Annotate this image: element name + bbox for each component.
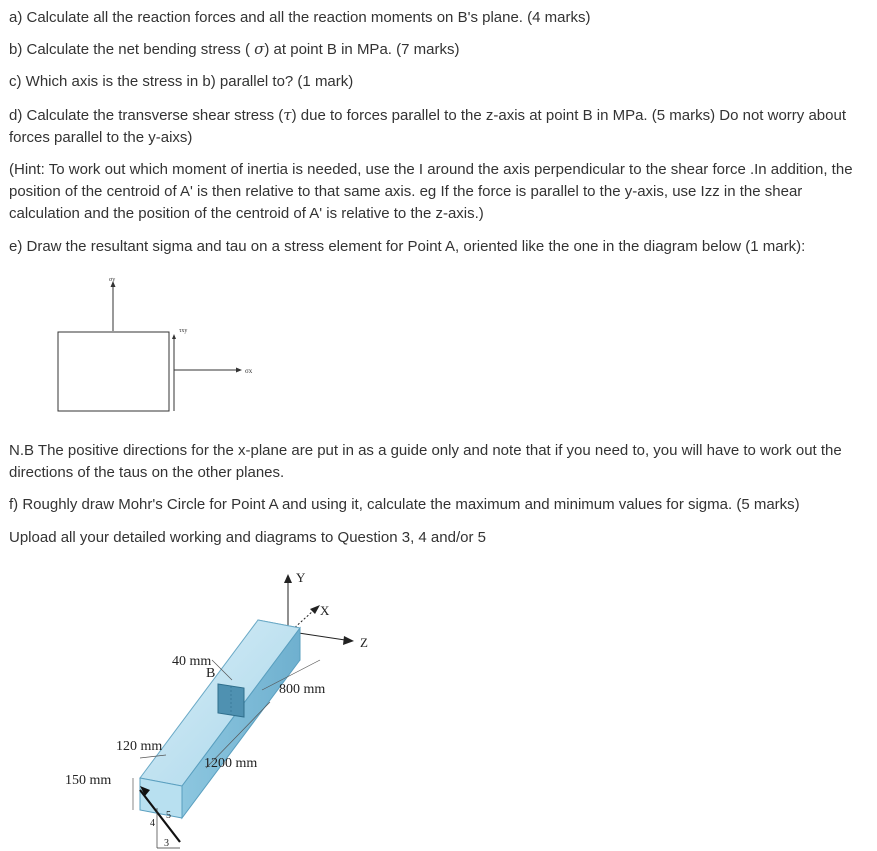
nb-line-1: N.B The positive directions for the x-plane are put in as a guide only and note that if you need to, you will have to work out the xyxy=(9,442,842,459)
stress-element-diagram xyxy=(0,268,877,428)
beam-figure xyxy=(0,560,877,851)
slope-label-4: 4 xyxy=(150,818,155,829)
question-b-text-pre: b) Calculate the net bending stress ( xyxy=(9,41,250,58)
tau-symbol: τ xyxy=(283,106,292,124)
slope-label-5: 5 xyxy=(166,810,171,821)
sigma-symbol: σ xyxy=(254,40,265,58)
hint-line-2: position of the centroid of A' is then relative to that same axis. eg If the force is parallel to the y-axis, use Izz in the shear xyxy=(9,183,803,200)
upload-instruction: Upload all your detailed working and diagrams to Question 3, 4 and/or 5 xyxy=(9,529,486,546)
question-d-text-pre: d) Calculate the transverse shear stress ( xyxy=(9,107,284,124)
dim-800-label: 800 mm xyxy=(279,682,326,697)
dim-120-label: 120 mm xyxy=(116,739,163,754)
sigma-y-label: σy xyxy=(109,277,116,283)
question-f: f) Roughly draw Mohr's Circle for Point A and using it, calculate the maximum and minimum values for sigma. (5 marks) xyxy=(9,496,800,513)
question-d-text-post: ) due to forces parallel to the z-axis at point B in MPa. (5 marks) Do not worry about xyxy=(291,107,847,124)
question-d-line2: forces parallel to the y-aixs) xyxy=(9,129,193,146)
question-b-text-post: ) at point B in MPa. (7 marks) xyxy=(264,41,460,58)
z-axis-arrowhead xyxy=(343,636,354,645)
nb-line-2: directions of the taus on the other planes. xyxy=(9,464,285,481)
question-d xyxy=(9,104,846,149)
hint-line-3: calculation and the position of the centroid of A' is relative to the z-axis.) xyxy=(9,205,484,222)
tau-xy-arrowhead xyxy=(172,334,176,339)
y-axis-label: Y xyxy=(296,570,306,585)
section-b-face xyxy=(218,684,244,717)
dim-150-label: 150 mm xyxy=(65,773,112,788)
question-c: c) Which axis is the stress in b) parallel to? (1 mark) xyxy=(9,73,354,90)
question-a: a) Calculate all the reaction forces and all the reaction moments on B's plane. (4 marks) xyxy=(9,9,591,26)
sigma-x-arrowhead xyxy=(236,368,242,373)
question-e: e) Draw the resultant sigma and tau on a stress element for Point A, oriented like the one in the diagram below (1 mark): xyxy=(9,238,806,255)
z-axis-label: Z xyxy=(360,635,368,650)
slope-label-3: 3 xyxy=(164,838,169,849)
y-axis-arrowhead xyxy=(284,574,292,583)
dim-1200-label: 1200 mm xyxy=(204,756,258,771)
dim-40-label: 40 mm xyxy=(172,654,212,669)
hint-paragraph xyxy=(9,159,853,225)
nb-paragraph xyxy=(9,440,842,484)
sigma-x-label: σx xyxy=(245,367,253,375)
x-axis-label: X xyxy=(320,603,330,618)
x-axis-arrowhead xyxy=(310,605,320,614)
stress-element-square xyxy=(58,332,169,411)
tau-xy-label: τxy xyxy=(179,328,188,334)
question-b xyxy=(9,38,459,61)
hint-line-1: (Hint: To work out which moment of inertia is needed, use the I around the axis perpendicular to the shear force .In addition, the xyxy=(9,161,853,178)
point-b-label: B xyxy=(206,666,216,681)
